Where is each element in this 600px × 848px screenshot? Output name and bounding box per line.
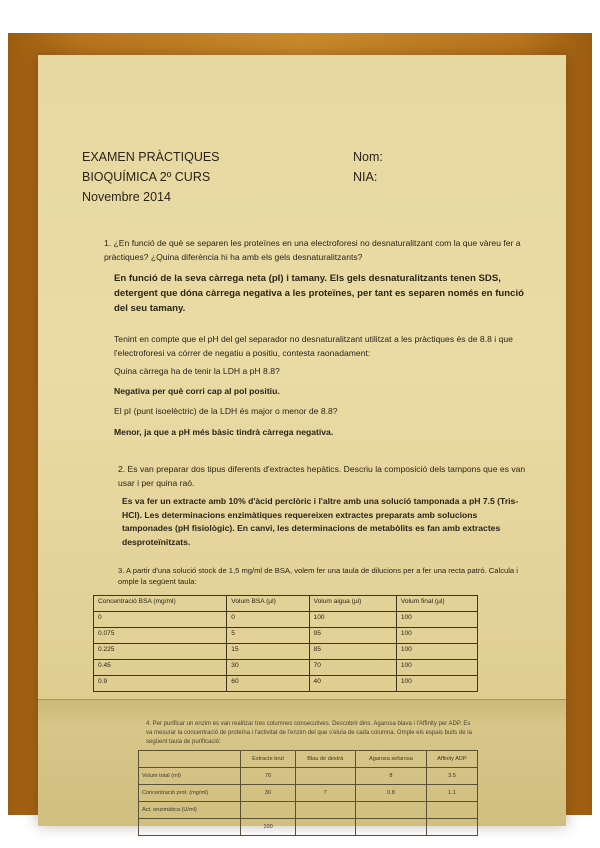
- table-row: [139, 785, 478, 802]
- id-label: NIA:: [353, 170, 378, 184]
- table-row: [139, 768, 478, 785]
- purification-table: [138, 750, 478, 836]
- table-cell: 100: [396, 660, 477, 676]
- q1-sub1-answer: Negativa per què corri cap al pol positiu.: [114, 386, 280, 396]
- table-row: [94, 612, 478, 628]
- table-cell: 100: [396, 644, 477, 660]
- exam-date: Novembre 2014: [82, 190, 171, 204]
- table-cell: [295, 768, 355, 785]
- table-cell: [139, 819, 241, 836]
- table-header-cell: Volum final (µl): [396, 596, 477, 612]
- table-header-cell: Blau de dextrà: [295, 751, 355, 768]
- table-row: [139, 802, 478, 819]
- table-cell: 30: [241, 785, 295, 802]
- table-cell: 100: [241, 819, 295, 836]
- table-header-cell: Volum aigua (µl): [309, 596, 396, 612]
- table-cell: 40: [309, 676, 396, 692]
- table-cell: 0.8: [355, 785, 426, 802]
- table-cell: 0.45: [94, 660, 227, 676]
- table-cell: 30: [227, 660, 309, 676]
- table-header-cell: Extracte brut: [241, 751, 295, 768]
- table-cell: 60: [227, 676, 309, 692]
- table-row: [94, 628, 478, 644]
- table-cell: 8: [355, 768, 426, 785]
- table-cell: 100: [396, 676, 477, 692]
- table-header-row: [139, 751, 478, 768]
- name-label: Nom:: [353, 150, 383, 164]
- q1-question: 1. ¿En funció de què se separen les proteïnes en una electroforesi no desnaturalitzant com la que vàreu fer a pràctiques? ¿Quina diferència hi ha amb els gels desnaturalitzants?: [104, 238, 521, 262]
- q1-answer: En funció de la seva càrrega neta (pI) i tamany. Els gels desnaturalitzants tenen SDS, detergent que dóna càrrega negativa a les proteïnes, per tant es separen només en funció del seu tamany.: [114, 273, 524, 314]
- table-cell: 85: [309, 644, 396, 660]
- dilution-table: [93, 595, 478, 692]
- q1-context: Tenint en compte que el pH del gel separador no desnaturalitzant utilitzat a les pràctiques és de 8.8 i que l'electroforesi va córrer de negatiu a positiu, contesta raonadament:: [114, 334, 513, 358]
- photo-background: [8, 33, 592, 830]
- table-header-cell: Affinity ADP: [426, 751, 477, 768]
- table-row: [94, 660, 478, 676]
- table-cell: 70: [309, 660, 396, 676]
- table-cell: 100: [396, 612, 477, 628]
- table-cell: [241, 802, 295, 819]
- table-cell: [355, 802, 426, 819]
- q2-answer: Es va fer un extracte amb 10% d'àcid perclòric i l'altre amb una solució tamponada a pH 7.5 (Tris-HCl). Les determinacions enzimàtiques requereixen extractes preparats amb solucions tamponades (pH fisiològic). En canvi, les determinacions de metabòlits es fan amb extractes desproteïnitzats.: [122, 496, 519, 547]
- q1-sub2: El pI (punt isoelèctric) de la LDH és major o menor de 8.8?: [114, 406, 338, 416]
- q3-question: 3. A partir d'una solució stock de 1,5 mg/ml de BSA, volem fer una taula de dilucions per a fer una recta patró. Calcula i omple la següent taula:: [118, 566, 518, 586]
- table-cell: 100: [396, 628, 477, 644]
- exam-title: EXAMEN PRÀCTIQUES: [82, 150, 220, 164]
- table-header-cell: Volum BSA (µl): [227, 596, 309, 612]
- table-cell: Volum total (ml): [139, 768, 241, 785]
- exam-sheet: [38, 55, 566, 830]
- table-cell: Act. enzimàtica (U/ml): [139, 802, 241, 819]
- exam-subject: BIOQUÍMICA 2º CURS: [82, 170, 211, 184]
- table-header-cell: Agarosa sefarosa: [355, 751, 426, 768]
- table-cell: 0.225: [94, 644, 227, 660]
- q2-question: 2. Es van preparar dos tipus diferents d'extractes hepàtics. Descriu la composició dels tampons que es van usar i per quina raó.: [118, 464, 526, 488]
- table-cell: 15: [227, 644, 309, 660]
- q4-question: 4. Per purificar un enzim es van realitzar tres columnes consecutives. Descobrir dins. Agarosa blava i l'Affinity per ADP. Es va mesurar la concentració de proteïna i l'activitat de l'enzim del que s'eluïa de cada columna. Omple els espais buits de la següent taula de purificació:: [146, 721, 472, 745]
- table-cell: 0: [227, 612, 309, 628]
- table-cell: [426, 802, 477, 819]
- table-cell: [295, 802, 355, 819]
- table-cell: [355, 819, 426, 836]
- table-cell: 100: [309, 612, 396, 628]
- table-cell: [295, 819, 355, 836]
- table-cell: 95: [309, 628, 396, 644]
- table-row: [94, 676, 478, 692]
- q1-sub1: Quina càrrega ha de tenir la LDH a pH 8.8?: [114, 366, 280, 376]
- table-row: [94, 644, 478, 660]
- table-cell: 7: [295, 785, 355, 802]
- table-row: [139, 819, 478, 836]
- table-cell: 0.9: [94, 676, 227, 692]
- table-cell: 3.5: [426, 768, 477, 785]
- table-cell: 70: [241, 768, 295, 785]
- table-header-cell: Concentració BSA (mg/ml): [94, 596, 227, 612]
- q1-sub2-answer: Menor, ja que a pH més bàsic tindrà càrrega negativa.: [114, 427, 334, 437]
- exam-header: [82, 147, 220, 207]
- table-header-row: [94, 596, 478, 612]
- student-fields: [353, 147, 383, 187]
- folded-lower-page: [38, 699, 566, 830]
- table-header-cell: [139, 751, 241, 768]
- table-cell: 0.075: [94, 628, 227, 644]
- table-cell: Concentració prot. (mg/ml): [139, 785, 241, 802]
- table-cell: 0: [94, 612, 227, 628]
- table-cell: 1.1: [426, 785, 477, 802]
- table-cell: [426, 819, 477, 836]
- table-cell: 5: [227, 628, 309, 644]
